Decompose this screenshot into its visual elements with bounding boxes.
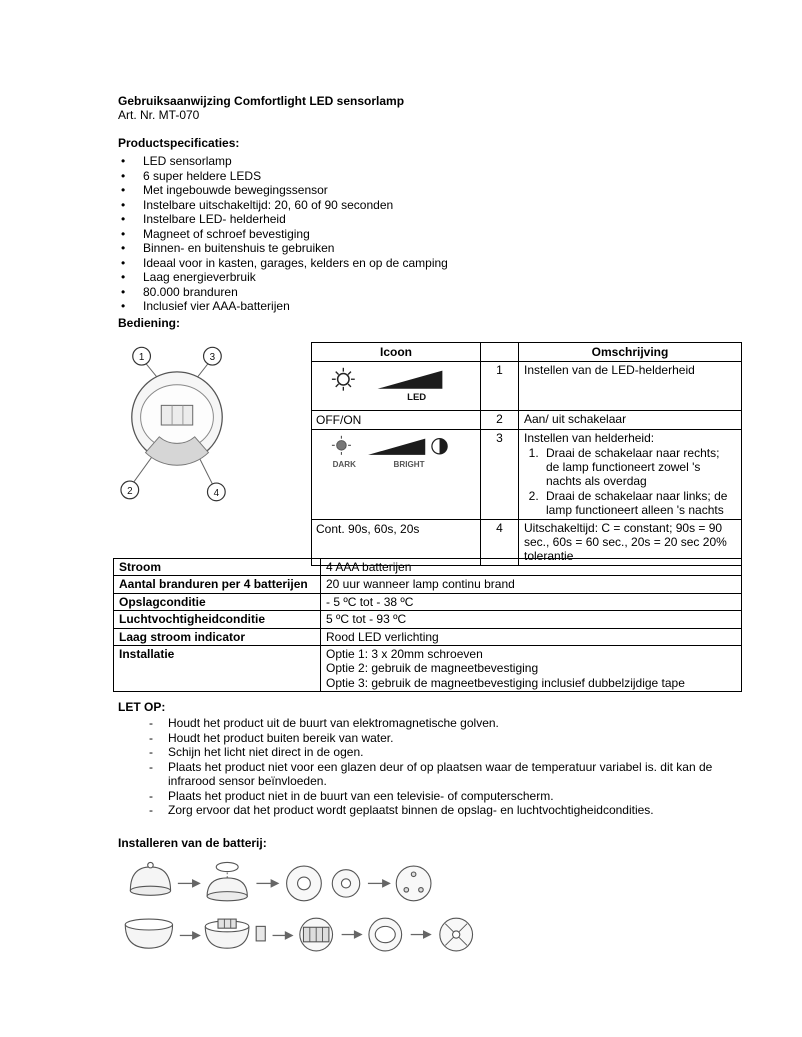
warnings-heading: LET OP:: [118, 700, 166, 714]
half-moon-icon: [432, 439, 447, 454]
bediening-section: [118, 342, 742, 566]
brightness-ramp-icon: [368, 439, 425, 455]
dim-sun-icon: [332, 436, 351, 455]
svg-text:2: 2: [127, 485, 133, 497]
spec-item: • Laag energieverbruik: [118, 270, 742, 285]
warning-item: - Plaats het product niet voor een glazen deur of op plaatsen waar de temperatuur variabel is. dit kan de infrarood sensor beïnvloeden.: [145, 760, 742, 789]
product-specifications-section: [118, 136, 742, 314]
install-option: Optie 2: gebruik de magneetbevestiging: [326, 661, 539, 676]
description-step: 2. Draai de schakelaar naar links; de lamp functioneert alleen 's nachts: [542, 489, 736, 518]
led-brightness-icon-cell: [312, 362, 481, 410]
diagram-callout-4: [207, 483, 225, 501]
row-number: 2: [481, 410, 519, 429]
icon-table-header-spacer: [481, 343, 519, 362]
dark-bright-dial-icon: [316, 432, 464, 472]
icon-table-row-1: [312, 362, 742, 410]
led-ramp-icon: [378, 371, 443, 404]
table-row: [114, 611, 742, 628]
spec-item: • Binnen- en buitenshuis te gebruiken: [118, 241, 742, 256]
battery-steps-drawing-1: [118, 856, 468, 909]
sun-icon: [332, 368, 355, 391]
specification-table: [113, 558, 742, 692]
spec-label: Installatie: [114, 645, 321, 691]
spec-value: Rood LED verlichting: [321, 628, 742, 645]
diagram-callout-2: [121, 481, 139, 499]
icon-table-header-omschrijving: Omschrijving: [519, 343, 742, 362]
spec-item: • 6 super heldere LEDS: [118, 169, 742, 184]
row-description: Uitschakeltijd: C = constant; 90s = 90 sec., 60s = 60 sec., 20s = 20 sec 20% tolerantie: [519, 519, 742, 565]
spec-value: - 5 ºC tot - 38 ºC: [321, 593, 742, 610]
battery-install-row1-illustration: [118, 856, 468, 912]
row-description: Instellen van de LED-helderheid: [519, 362, 742, 410]
table-row: [114, 559, 742, 576]
icon-table-header-icoon: Icoon: [312, 343, 481, 362]
spec-label: Laag stroom indicator: [114, 628, 321, 645]
spec-label: Aantal branduren per 4 batterijen: [114, 576, 321, 593]
doc-title: Gebruiksaanwijzing Comfortlight LED sensorlamp: [118, 94, 405, 108]
spec-item: • 80.000 branduren: [118, 285, 742, 300]
row-number: 1: [481, 362, 519, 410]
icon-table: [311, 342, 742, 566]
diagram-callout-1: [133, 347, 151, 365]
specs-list: [118, 154, 742, 314]
warning-item: - Houdt het product uit de buurt van elektromagnetische golven.: [145, 716, 742, 731]
svg-text:LED: LED: [407, 392, 427, 404]
device-diagram-drawing: [118, 342, 236, 510]
dark-label: DARK: [332, 460, 356, 470]
off-on-label: OFF/ON: [312, 410, 481, 429]
icon-table-header-row: [312, 343, 742, 362]
warnings-section: [118, 700, 742, 818]
row-description: Aan/ uit schakelaar: [519, 410, 742, 429]
battery-steps-drawing-2: [118, 910, 518, 960]
spec-item: • Inclusief vier AAA-batterijen: [118, 299, 742, 314]
spec-value: 20 uur wanneer lamp continu brand: [321, 576, 742, 593]
spec-value: [321, 645, 742, 691]
spec-item: • Instelbare uitschakeltijd: 20, 60 of 90 seconden: [118, 198, 742, 213]
description-steps: [524, 446, 736, 518]
device-diagram: [118, 342, 236, 513]
battery-install-row2-illustration: [118, 910, 518, 963]
spec-value: 4 AAA batterijen: [321, 559, 742, 576]
row-number: 4: [481, 519, 519, 565]
spec-label: Luchtvochtigheidconditie: [114, 611, 321, 628]
specs-heading: Productspecificaties:: [118, 136, 240, 150]
art-number: Art. Nr. MT-070: [118, 108, 200, 123]
spec-item: • LED sensorlamp: [118, 154, 742, 169]
led-brightness-icon: [316, 364, 464, 404]
spec-label: Opslagconditie: [114, 593, 321, 610]
spec-value: 5 ºC tot - 93 ºC: [321, 611, 742, 628]
icon-table-row-2: [312, 410, 742, 429]
spec-item: • Instelbare LED- helderheid: [118, 212, 742, 227]
dark-bright-icon-cell: [312, 430, 481, 519]
row-description: [519, 430, 742, 519]
spec-item: • Ideaal voor in kasten, garages, kelders en op de camping: [118, 256, 742, 271]
warning-item: - Houdt het product buiten bereik van water.: [145, 731, 742, 746]
warning-item: - Zorg ervoor dat het product wordt geplaatst binnen de opslag- en luchtvochtigheidcondities.: [145, 803, 742, 818]
table-row: [114, 593, 742, 610]
warning-item: - Plaats het product niet in de buurt van een televisie- of computerscherm.: [145, 789, 742, 804]
warning-item: - Schijn het licht niet direct in de ogen.: [145, 745, 742, 760]
table-row: [114, 645, 742, 691]
table-row: [114, 628, 742, 645]
warnings-list: [118, 716, 742, 818]
battery-install-heading: Installeren van de batterij:: [118, 836, 267, 850]
bright-label: BRIGHT: [393, 460, 425, 470]
timer-options-label: Cont. 90s, 60s, 20s: [312, 519, 481, 565]
diagram-callout-3: [204, 347, 222, 365]
description-step: 1. Draai de schakelaar naar rechts; de lamp functioneert zowel 's nachts als overdag: [542, 446, 736, 489]
svg-text:4: 4: [213, 487, 220, 499]
row-number: 3: [481, 430, 519, 519]
description-intro: Instellen van helderheid:: [524, 431, 655, 446]
svg-text:1: 1: [138, 352, 145, 364]
svg-text:3: 3: [209, 352, 216, 364]
spec-label: Stroom: [114, 559, 321, 576]
install-option: Optie 3: gebruik de magneetbevestiging inclusief dubbelzijdige tape: [326, 675, 685, 690]
spec-item: • Magneet of schroef bevestiging: [118, 227, 742, 242]
bediening-heading: Bediening:: [118, 316, 180, 330]
icon-table-row-3: [312, 430, 742, 519]
table-row: [114, 576, 742, 593]
install-option: Optie 1: 3 x 20mm schroeven: [326, 646, 483, 661]
spec-item: • Met ingebouwde bewegingssensor: [118, 183, 742, 198]
specification-table-section: [113, 558, 742, 692]
